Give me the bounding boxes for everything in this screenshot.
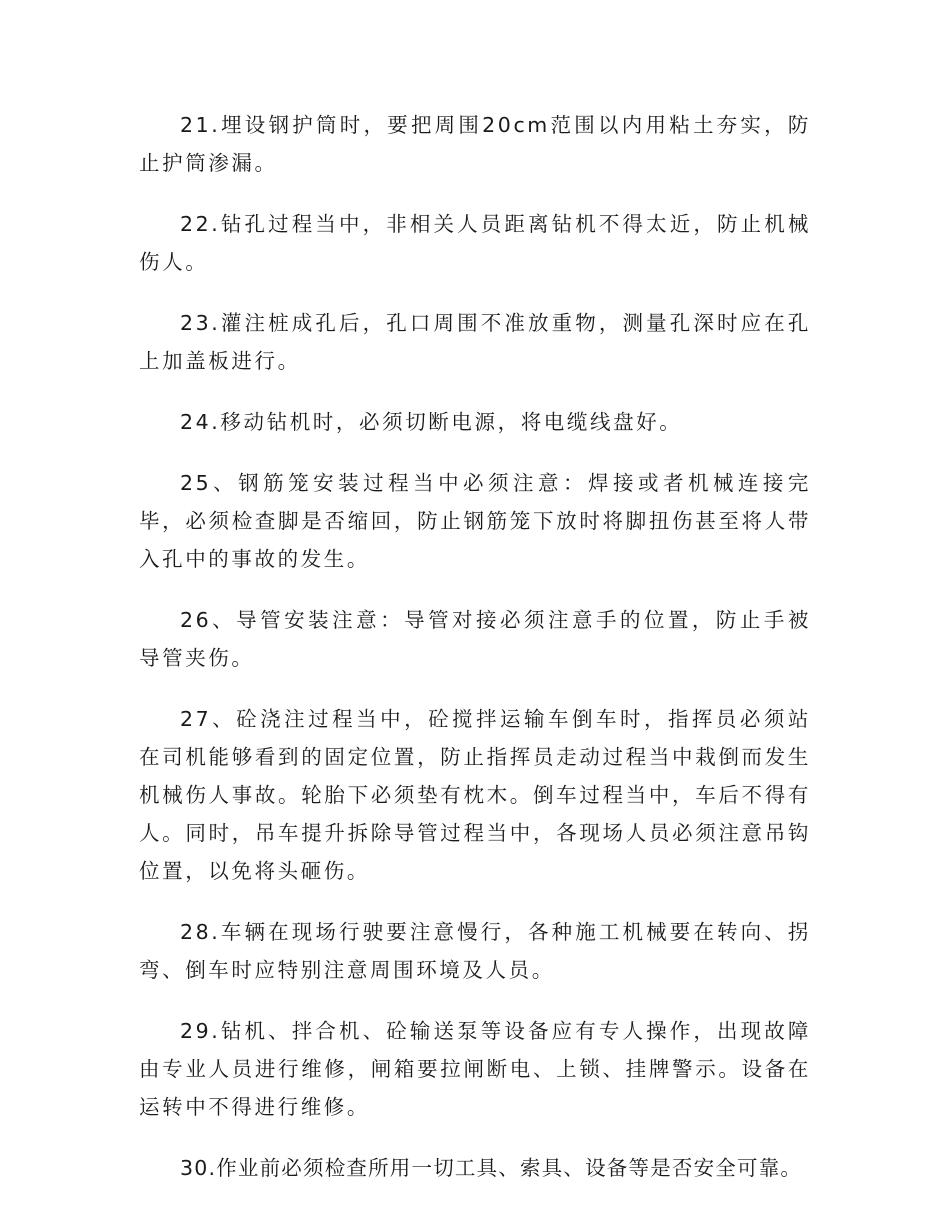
paragraph-29: 29.钻机、拌合机、砼输送泵等设备应有专人操作，出现故障由专业人员进行维修，闸箱要拉闸断电、上锁、挂牌警示。设备在运转中不得进行维修。 [139, 1019, 811, 1119]
paragraph-25: 25、钢筋笼安装过程当中必须注意：焊接或者机械连接完毕，必须检查脚是否缩回，防止钢筋笼下放时将脚扭伤甚至将人带入孔中的事故的发生。 [139, 471, 811, 571]
paragraph-28: 28.车辆在现场行驶要注意慢行，各种施工机械要在转向、拐弯、倒车时应特别注意周围环境及人员。 [139, 920, 811, 982]
paragraph-30: 30.作业前必须检查所用一切工具、索具、设备等是否安全可靠。 [180, 1156, 803, 1180]
paragraph-22: 22.钻孔过程当中，非相关人员距离钻机不得太近，防止机械伤人。 [139, 212, 811, 274]
paragraph-24: 24.移动钻机时，必须切断电源，将电缆线盘好。 [180, 410, 683, 434]
paragraph-23: 23.灌注桩成孔后，孔口周围不准放重物，测量孔深时应在孔上加盖板进行。 [139, 311, 811, 373]
paragraph-26: 26、导管安装注意：导管对接必须注意手的位置，防止手被导管夹伤。 [139, 608, 811, 670]
document-body [139, 106, 811, 1210]
paragraph-27: 27、砼浇注过程当中，砼搅拌运输车倒车时，指挥员必须站在司机能够看到的固定位置，防止指挥员走动过程当中栽倒而发生机械伤人事故。轮胎下必须垫有枕木。倒车过程当中，车后不得有人。同时，吊车提升拆除导管过程当中，各现场人员必须注意吊钩位置，以免将头砸伤。 [139, 707, 811, 883]
paragraph-21: 21.埋设钢护筒时，要把周围20cm范围以内用粘土夯实，防止护筒渗漏。 [139, 113, 811, 175]
